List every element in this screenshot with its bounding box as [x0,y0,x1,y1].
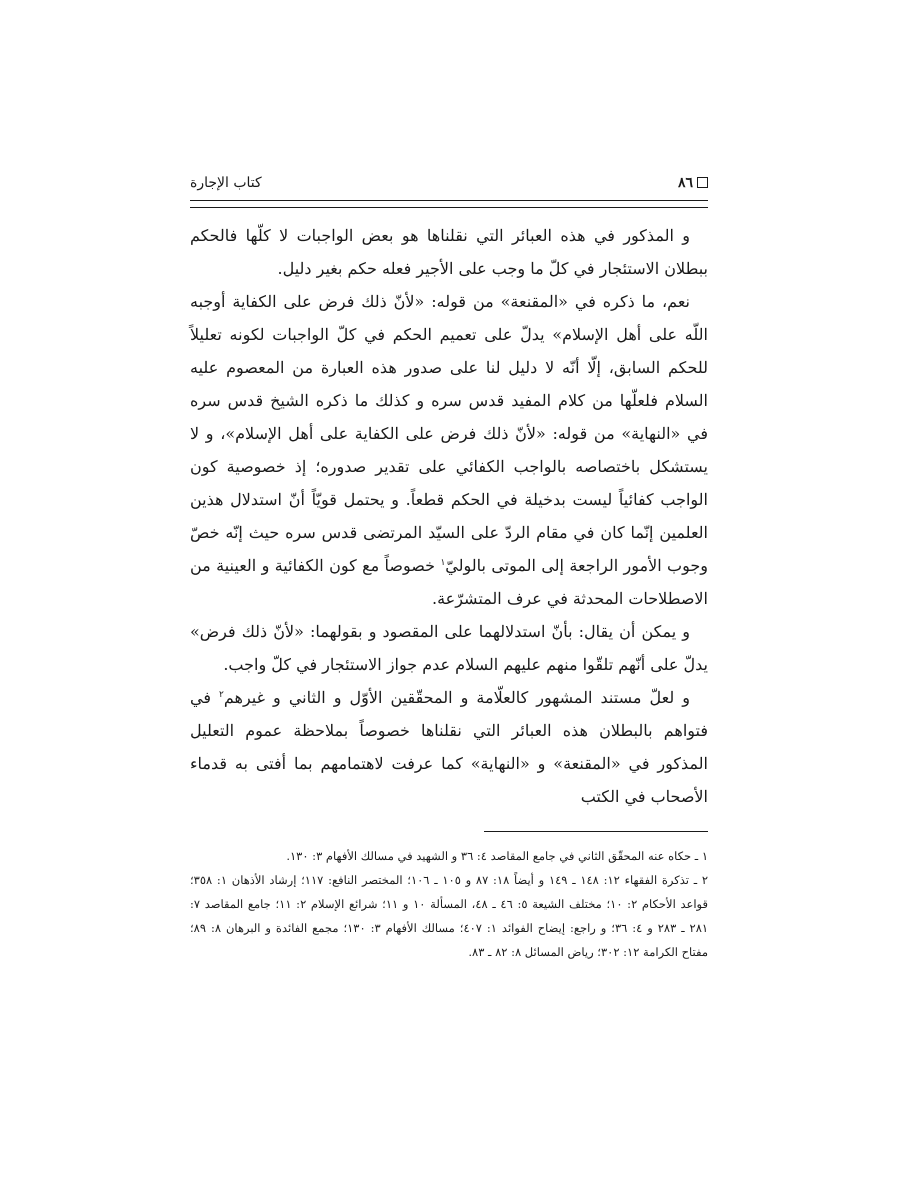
book-page [190,172,708,972]
footnote-ref-2[interactable]: ٢ [219,690,224,700]
page-number [678,175,708,191]
square-ornament-icon [697,177,708,188]
header-double-rule [190,200,708,208]
book-title: كتاب الإجارة [190,175,262,191]
footnote-2: ٢ ـ تذكرة الفقهاء ١٢: ١٤٨ ـ ١٤٩ و أيضاً ١٨: ٨٧ و ١٠٥ ـ ١٠٦؛ المختصر النافع: ١١٧؛ إرشاد الأذهان ١: ٣٥٨؛ قواعد الأحكام ٢: ١٠؛ مختلف الشيعة ٥: ٤٦ ـ ٤٨، المسألة ١٠ و ١١؛ شرائع الإسلام ٢: ١١؛ جامع المقاصد ٧: ٢٨١ ـ ٢٨٣ و ٤: ٣٦؛ و راجع: إيضاح الفوائد ١: ٤٠٧؛ مسالك الأفهام ٣: ١٣٠؛ مجمع الفائدة و البرهان ٨: ٨٩؛ مفتاح الكرامة ١٢: ٣٠٢؛ رياض المسائل ٨: ٨٢ ـ ٨٣. [190,873,709,959]
main-text [190,219,708,813]
running-head [190,172,708,196]
page-number-text: ٨٦ [677,175,693,191]
footnotes [190,844,708,964]
paragraph-1: و المذكور في هذه العبائر التي نقلناها هو بعض الواجبات لا كلّها فالحكم ببطلان الاستئجار في كلّ ما وجب على الأجير فعله حكم بغير دليل. [190,226,708,278]
paragraph-4-text: و لعلّ مستند المشهور كالعلّامة و المحقّقين الأوّل و الثاني و غيرهم [223,688,690,707]
paragraph-2-end: خصوصاً مع كون الكفائية و العينية من الاصطلاحات المحدثة في عرف المتشرّعة. [190,556,708,608]
footnote-1: ١ ـ حكاه عنه المحقّق الثاني في جامع المقاصد ٤: ٣٦ و الشهيد في مسالك الأفهام ٣: ١٣٠. [286,849,708,863]
paragraph-3: و يمكن أن يقال: بأنّ استدلالهما على المقصود و بقولهما: «لأنّ ذلك فرض» يدلّ على أنّهم تلقّوا منهم عليهم السلام عدم جواز الاستئجار في كلّ واجب. [190,622,708,674]
footnote-ref-1[interactable]: ١ [440,558,446,568]
paragraph-4 [190,681,708,813]
footnote-separator [484,831,708,832]
paragraph-2 [190,285,708,615]
paragraph-4-end: في فتواهم بالبطلان هذه العبائر التي نقلناها خصوصاً بملاحظة عموم التعليل المذكور في «المقنعة» و «النهاية» كما عرفت لاهتمامهم بما أفتى به قدماء الأصحاب في الكتب [190,688,708,806]
paragraph-2-text: نعم، ما ذكره في «المقنعة» من قوله: «لأنّ ذلك فرض على الكفاية أوجبه اللّه على أهل الإسلام» يدلّ على تعميم الحكم في كلّ الواجبات لكونه تعليلاً للحكم السابق، إلّا أنّه لا دليل لنا على صدور هذه العبارة من المعصوم عليه السلام فلعلّها من كلام المفيد قدس سره و كذلك ما ذكره الشيخ قدس سره في «النهاية» من قوله: «لأنّ ذلك فرض على الكفاية على أهل الإسلام»، و لا يستشكل باختصاصه بالواجب الكفائي على تقدير صدوره؛ إذ خصوصية كون الواجب كفائياً ليست بدخيلة في الحكم قطعاً. و يحتمل قويّاً أنّ استدلال هذين العلمين إنّما كان في مقام الردّ على السيّد المرتضى قدس سره حيث إنّه خصّ وجوب الأمور الراجعة إلى الموتى بالوليّ [190,292,709,575]
